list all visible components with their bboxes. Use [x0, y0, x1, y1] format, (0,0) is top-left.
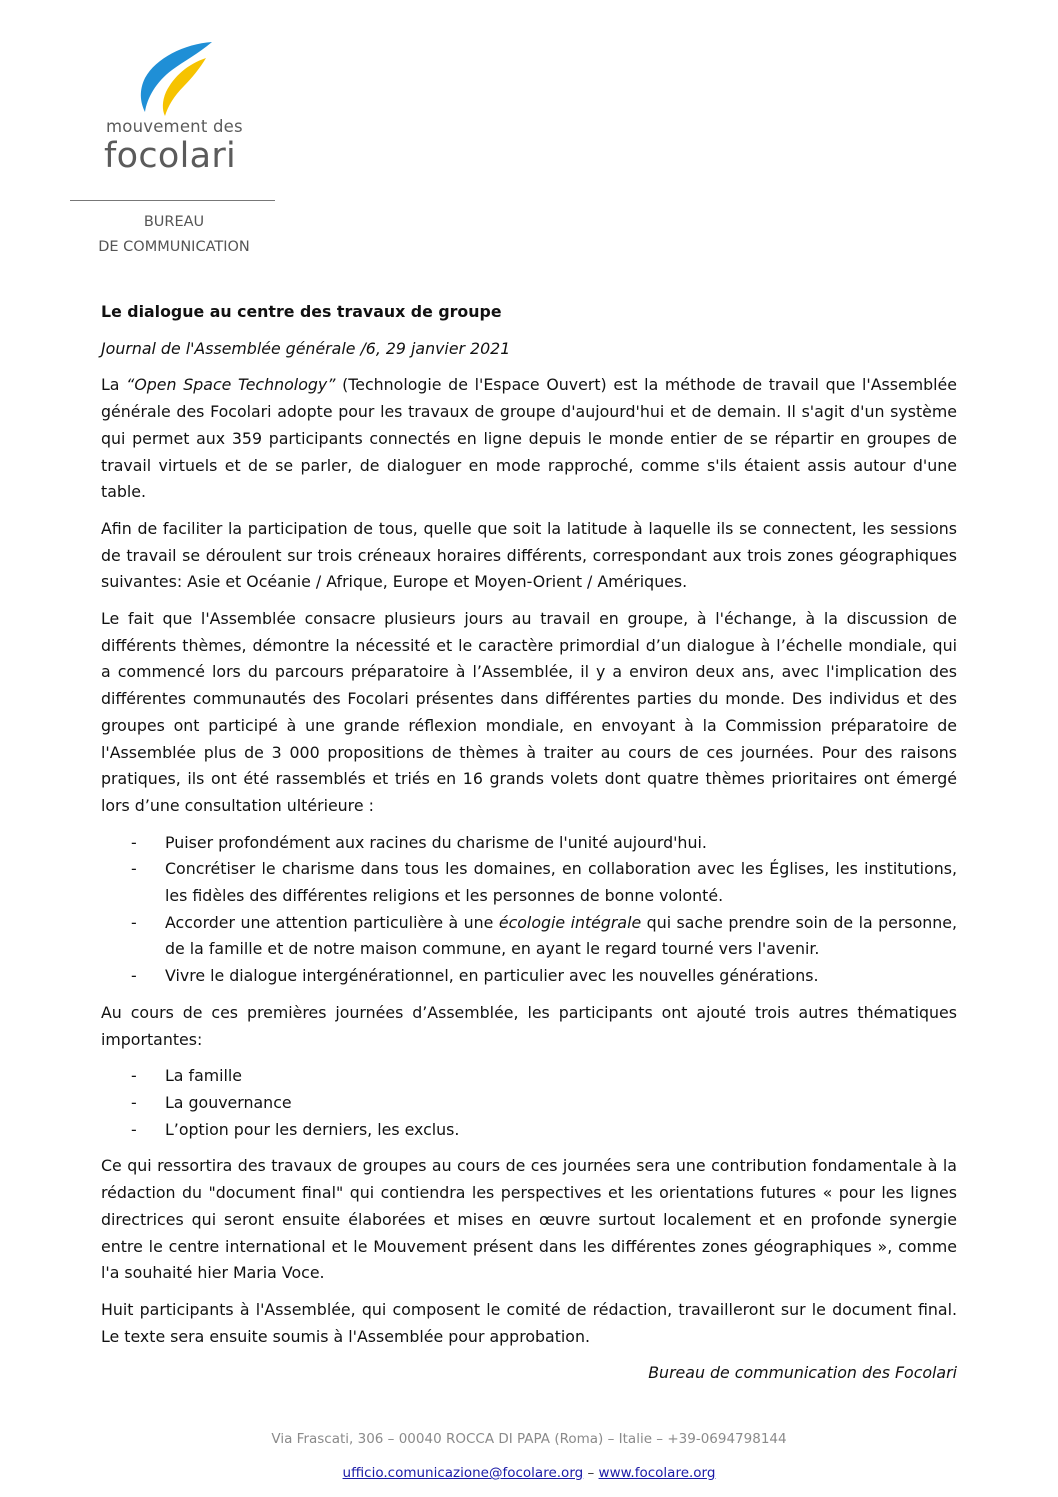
paragraph-1-rest: (Technologie de l'Espace Ouvert) est la méthode de travail que l'Assemblée générale des Focolari adopte pour les travaux de groupe d'aujourd'hui et de demain. Il s'agit d'un système qui permet aux 359 participants connectés en ligne depuis le monde entier de se répartir en groupes de travail virtuels et de se parler, de dialoguer en mode rapproché, comme s'ils étaient assis autour d'une table. — [101, 375, 957, 502]
list-item-text: La famille — [165, 1066, 243, 1086]
list-item-text: Vivre le dialogue intergénérationnel, en particulier avec les nouvelles générations. — [165, 966, 819, 986]
logo-text-large: focolari — [104, 136, 237, 176]
dash-bullet: - — [131, 1092, 137, 1112]
priority-themes-list — [101, 830, 957, 990]
list-item-text: Puiser profondément aux racines du charisme de l'unité aujourd'hui. — [165, 832, 707, 852]
header-divider — [70, 200, 275, 201]
list-item — [101, 1117, 957, 1144]
list-item-text: L’option pour les derniers, les exclus. — [165, 1119, 460, 1139]
dash-bullet: - — [131, 966, 137, 986]
website-link[interactable]: www.focolare.org — [598, 1465, 716, 1481]
paragraph-4: Au cours de ces premières journées d’Assemblée, les participants ont ajouté trois autres thématiques importantes: — [101, 1002, 957, 1049]
list-item-text: La gouvernance — [165, 1092, 292, 1112]
paragraph-2: Afin de faciliter la participation de tous, quelle que soit la latitude à laquelle ils se connectent, les sessions de travail se déroulent sur trois créneaux horaires différents, correspondant aux trois zones géographiques suivantes: Asie et Océanie / Afrique, Europe et Moyen-Orient / Amériques. — [101, 518, 957, 592]
additional-themes-list — [101, 1063, 957, 1143]
list-item-text-italic: écologie intégrale — [498, 912, 642, 932]
dash-bullet: - — [131, 1119, 137, 1139]
department-label — [70, 210, 278, 260]
list-item-text-post: qui sache prendre soin de la personne, de la famille et de notre maison commune, en ayant le regard tourné vers l'avenir. — [165, 912, 957, 959]
dash-bullet: - — [131, 859, 137, 879]
footer-separator: – — [583, 1465, 599, 1481]
list-item — [101, 910, 957, 963]
footer-address: Via Frascati, 306 – 00040 ROCCA DI PAPA (Roma) – Italie – +39-0694798144 — [271, 1431, 787, 1447]
email-link[interactable]: ufficio.comunicazione@focolare.org — [342, 1465, 584, 1481]
paragraph-5: Ce qui ressortira des travaux de groupes au cours de ces journées sera une contribution fondamentale à la rédaction du "document final" qui contiendra les perspectives et les orientations futures « pour les lignes directrices qui seront ensuite élaborées et mises en œuvre surtout localement et en profonde synergie entre le centre international et le Mouvement présent dans les différentes zones géographiques », comme l'a souhaité hier Maria Voce. — [101, 1156, 957, 1283]
signature: Bureau de communication des Focolari — [648, 1363, 957, 1383]
list-item — [101, 830, 957, 857]
dash-bullet: - — [131, 1066, 137, 1086]
dash-bullet: - — [131, 832, 137, 852]
paragraph-6: Huit participants à l'Assemblée, qui composent le comité de rédaction, travailleront sur le document final. Le texte sera ensuite soumis à l'Assemblée pour approbation. — [101, 1299, 957, 1346]
footer-links — [0, 1465, 1058, 1481]
list-item-text: Concrétiser le charisme dans tous les domaines, en collaboration avec les Églises, les institutions, les fidèles des différentes religions et les personnes de bonne volonté. — [165, 859, 957, 906]
focolari-logo-icon — [132, 40, 214, 116]
logo-text-small: mouvement des — [106, 117, 243, 136]
article-subtitle: Journal de l'Assemblée générale /6, 29 janvier 2021 — [101, 338, 511, 358]
dash-bullet: - — [131, 912, 137, 932]
department-line-2: DE COMMUNICATION — [98, 239, 250, 255]
paragraph-1-italic: “Open Space Technology” — [126, 375, 336, 395]
paragraph-1-prefix: La — [101, 375, 127, 395]
list-item — [101, 963, 957, 990]
article-title: Le dialogue au centre des travaux de groupe — [101, 302, 502, 321]
focolari-logo — [104, 40, 254, 180]
paragraph-1 — [101, 372, 957, 506]
list-item — [101, 856, 957, 909]
list-item-text-pre: Accorder une attention particulière à une — [165, 912, 499, 932]
paragraph-3: Le fait que l'Assemblée consacre plusieurs jours au travail en groupe, à l'échange, à la discussion de différents thèmes, démontre la nécessité et le caractère primordial d’un dialogue à l’échelle mondiale, qui a commencé lors du parcours préparatoire à l’Assemblée, il y a environ deux ans, avec l'implication des différentes communautés des Focolari présentes dans différentes parties du monde. Des individus et des groupes ont participé à une grande réflexion mondiale, en envoyant à la Commission préparatoire de l'Assemblée plus de 3 000 propositions de thèmes à traiter au cours de ces journées. Pour des raisons pratiques, ils ont été rassemblés et triés en 16 grands volets dont quatre thèmes prioritaires ont émergé lors d’une consultation ultérieure : — [101, 609, 957, 815]
article-body — [101, 299, 957, 1387]
list-item — [101, 1063, 957, 1090]
department-line-1: BUREAU — [143, 214, 205, 230]
list-item — [101, 1090, 957, 1117]
